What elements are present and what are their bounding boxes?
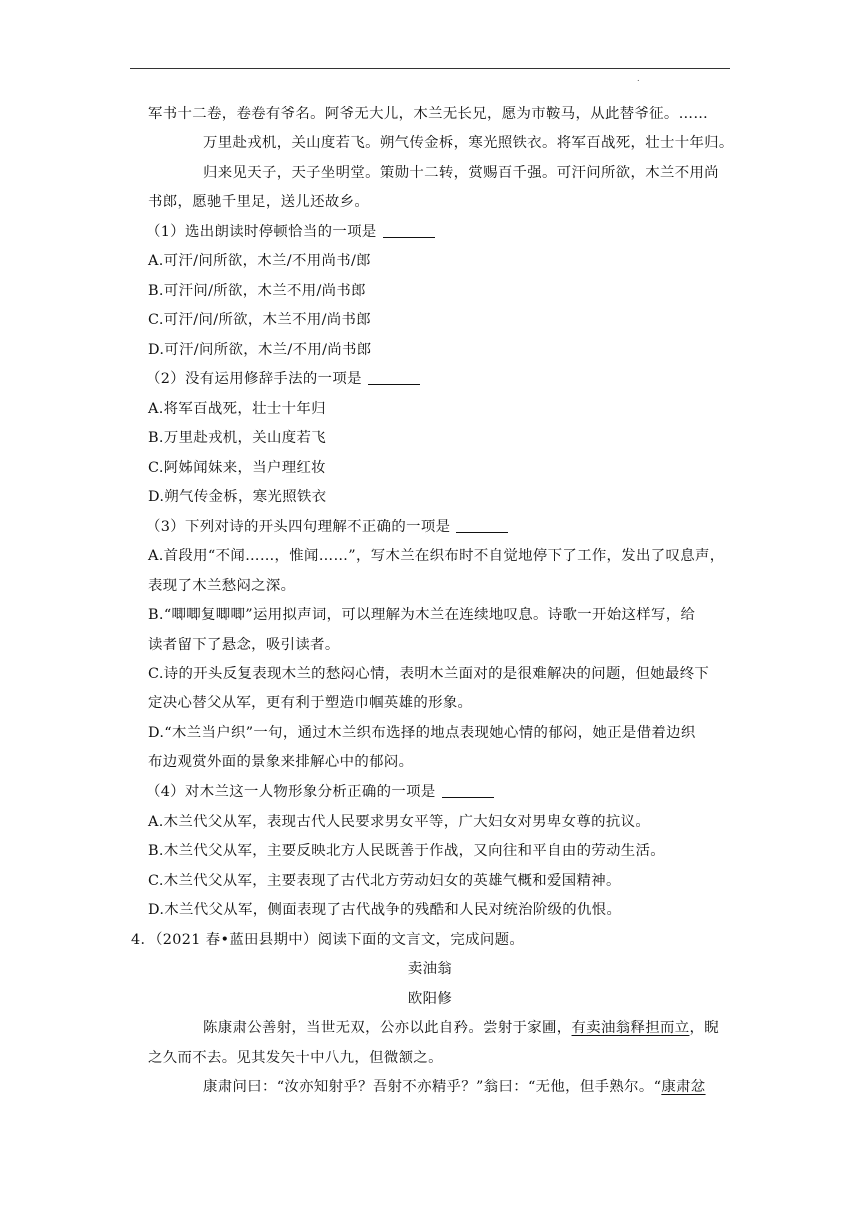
option: C.阿姊闻妹来，当户理红妆 <box>148 460 326 476</box>
answer-blank[interactable] <box>383 225 435 238</box>
underlined-phrase: 康肃忿 <box>661 1079 706 1095</box>
option: A.木兰代父从军，表现古代人民要求男女平等，广大妇女对男卑女尊的抗议。 <box>148 814 651 830</box>
option: D.“木兰当户织”一句，通过木兰织布选择的地点表现她心情的郁闷，她正是借着边织 <box>148 725 696 741</box>
problem-4-heading: 4．（2021 春•蓝田县期中）阅读下面的文言文，完成问题。 <box>131 932 525 948</box>
option: D.朔气传金柝，寒光照铁衣 <box>148 489 327 505</box>
question-3: （3）下列对诗的开头四句理解不正确的一项是 <box>146 520 508 534</box>
option: C.可汗/问/所欲，木兰不用/尚书郎 <box>148 312 371 328</box>
option-continued: 布边观赏外面的景象来排解心中的郁闷。 <box>148 754 414 770</box>
option: A.首段用“不闻……，惟闻……”，写木兰在织布时不自觉地停下了工作，发出了叹息声， <box>148 548 725 564</box>
option: C.木兰代父从军，主要表现了古代北方劳动妇女的英雄气概和爱国精神。 <box>148 873 621 889</box>
question-2: （2）没有运用修辞手法的一项是 <box>146 372 420 386</box>
option: D.木兰代父从军，侧面表现了古代战争的残酷和人民对统治阶级的仇恨。 <box>148 902 622 918</box>
option: C.诗的开头反复表现木兰的愁闷心情，表明木兰面对的是很难解决的问题，但她最终下 <box>148 666 710 682</box>
option: A.可汗/问所欲，木兰/不用尚书/郎 <box>148 253 371 269</box>
poem-line: 军书十二卷，卷卷有爷名。阿爷无大儿，木兰无长兄，愿为市鞍马，从此替爷征。…… <box>148 106 709 122</box>
poem-line: 书郎，愿驰千里足，送儿还故乡。 <box>148 194 370 210</box>
underlined-phrase: 有卖油翁释担而立 <box>571 1020 690 1036</box>
option-continued: 读者留下了悬念，吸引读者。 <box>148 637 340 653</box>
passage-line: 之久而不去。见其发矢十中八九，但微颔之。 <box>148 1050 443 1066</box>
option-continued: 表现了木兰愁闷之深。 <box>148 578 296 594</box>
option: A.将军百战死，壮士十年归 <box>148 401 326 417</box>
passage-title: 卖油翁 <box>407 961 453 977</box>
answer-blank[interactable] <box>368 372 420 385</box>
answer-blank[interactable] <box>442 785 494 798</box>
question-1: （1）选出朗读时停顿恰当的一项是 <box>146 225 435 239</box>
option-continued: 定决心替父从军，更有利于塑造巾帼英雄的形象。 <box>148 695 473 711</box>
passage-line: 康肃问曰：“汝亦知射乎？吾射不亦精乎？”翁曰：“无他，但手熟尔。“康肃忿 <box>203 1079 706 1095</box>
passage-line: 陈康肃公善射，当世无双，公亦以此自矜。尝射于家圃，有卖油翁释担而立，睨 <box>203 1020 719 1036</box>
poem-line: 万里赴戎机，关山度若飞。朔气传金柝，寒光照铁衣。将军百战死，壮士十年归。 <box>203 135 734 151</box>
header-dot: . <box>637 74 640 83</box>
answer-blank[interactable] <box>456 520 508 533</box>
option: B.“唧唧复唧唧”运用拟声词，可以理解为木兰在连续地叹息。诗歌一开始这样写，给 <box>148 607 696 623</box>
header-rule <box>130 68 730 69</box>
option: B.万里赴戎机，关山度若飞 <box>148 430 326 446</box>
passage-author: 欧阳修 <box>407 991 453 1007</box>
question-4: （4）对木兰这一人物形象分析正确的一项是 <box>146 785 494 799</box>
option: B.可汗问/所欲，木兰不用/尚书郎 <box>148 283 366 299</box>
poem-line: 归来见天子，天子坐明堂。策勋十二转，赏赐百千强。可汗问所欲，木兰不用尚 <box>203 165 719 181</box>
option: D.可汗/问所欲，木兰/不用/尚书郎 <box>148 342 372 358</box>
option: B.木兰代父从军，主要反映北方人民既善于作战，又向往和平自由的劳动生活。 <box>148 843 666 859</box>
